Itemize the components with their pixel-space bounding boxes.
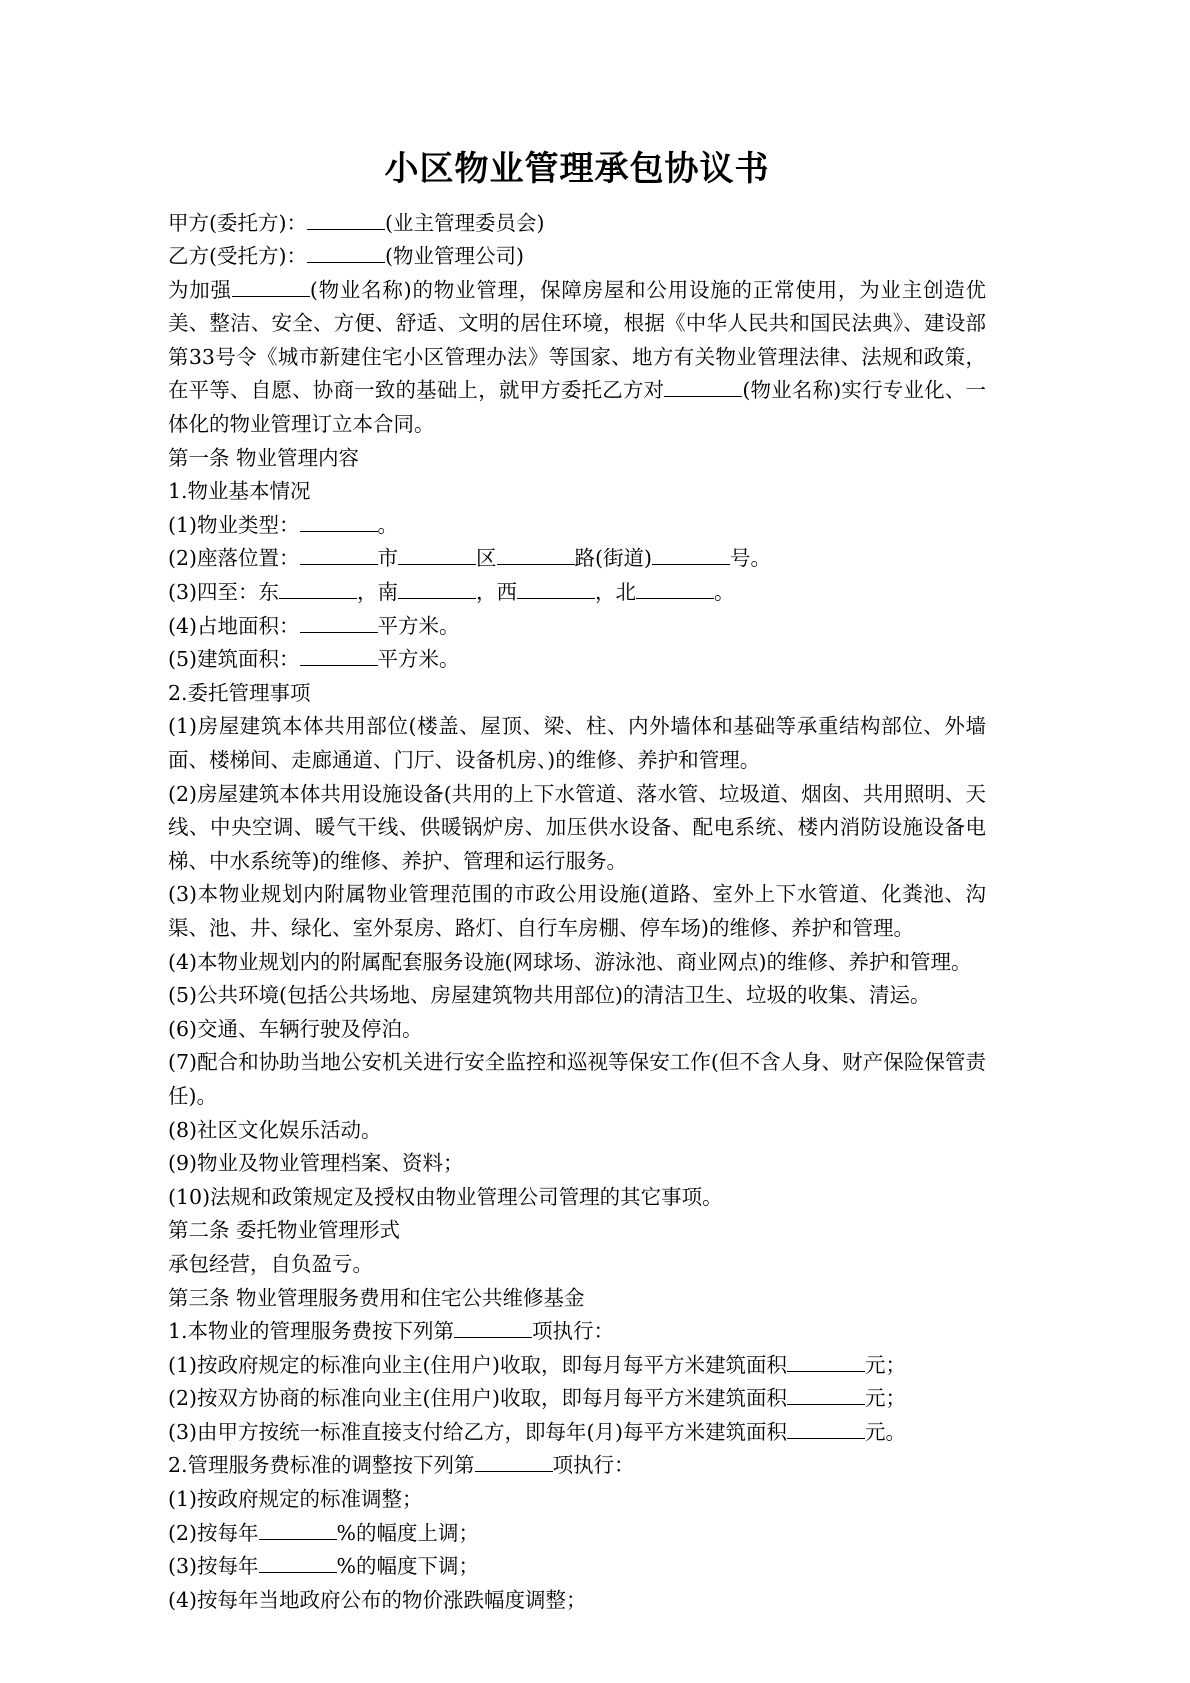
land-area-line (168, 610, 986, 644)
boundaries-label: (3)四至：东 (168, 580, 280, 605)
preamble-paragraph (168, 274, 986, 442)
adjust-option-line (168, 1517, 986, 1551)
fee-option-line (168, 1349, 986, 1383)
party-a-blank[interactable] (307, 208, 385, 230)
party-b-label: 乙方(受托方)： (168, 244, 307, 269)
adjust-selection-suffix: 项执行： (552, 1453, 635, 1478)
adjust-option-prefix: (3)按每年 (168, 1554, 259, 1579)
property-type-suffix: 。 (377, 512, 399, 537)
boundary-west-label: ，西 (476, 580, 518, 605)
entrusted-item: (10)法规和政策规定及授权由物业管理公司管理的其它事项。 (168, 1184, 723, 1209)
adjust-selection-line (168, 1449, 986, 1483)
location-city-unit: 市 (377, 546, 399, 571)
fee-selection-suffix: 项执行： (532, 1319, 615, 1344)
entrusted-item: (2)房屋建筑本体共用设施设备(共用的上下水管道、落水管、垃圾道、烟囱、共用照明、天线、中央空调、暖气干线、供暖锅炉房、加压供水设备、配电系统、楼内消防设施设备电梯、中水系统等)的维修、养护、管理和运行服务。 (168, 781, 986, 873)
party-b-line (168, 240, 986, 274)
boundary-north-label: ，北 (595, 580, 637, 605)
location-line (168, 542, 986, 576)
entrusted-item: (6)交通、车辆行驶及停泊。 (168, 1016, 423, 1041)
adjust-option-blank[interactable] (259, 1518, 337, 1540)
article-1-sub1-heading: 1.物业基本情况 (168, 479, 311, 504)
document-body (168, 0, 986, 1617)
fee-option-prefix: (2)按双方协商的标准向业主(住用户)收取，即每月每平方米建筑面积 (168, 1386, 788, 1411)
location-road-unit: 路(街道) (574, 546, 653, 571)
preamble-blank-1[interactable] (232, 275, 310, 297)
fee-option-line (168, 1416, 986, 1450)
building-area-blank[interactable] (300, 645, 378, 667)
boundary-west-blank[interactable] (517, 578, 595, 600)
adjust-option-line (168, 1550, 986, 1584)
entrusted-item: (1)房屋建筑本体共用部位(楼盖、屋顶、梁、柱、内外墙体和基础等承重结构部位、外墙面、楼梯间、走廊通道、门厅、设备机房、)的维修、养护和管理。 (168, 714, 986, 772)
boundary-north-blank[interactable] (636, 578, 714, 600)
boundaries-suffix: 。 (714, 580, 735, 605)
entrusted-item: (7)配合和协助当地公安机关进行安全监控和巡视等保安工作(但不含人身、财产保险保管责任)。 (168, 1050, 986, 1108)
land-area-unit: 平方米。 (377, 613, 460, 638)
adjust-option-line (168, 1584, 986, 1618)
fee-selection-prefix: 1.本物业的管理服务费按下列第 (168, 1319, 455, 1344)
location-road-blank[interactable] (497, 544, 575, 566)
boundaries-line (168, 576, 986, 610)
location-suffix: 号。 (730, 546, 772, 571)
fee-option-prefix: (3)由甲方按统一标准直接支付给乙方，即每年(月)每平方米建筑面积 (168, 1419, 788, 1444)
location-district-unit: 区 (476, 546, 497, 571)
building-area-unit: 平方米。 (377, 647, 460, 672)
boundary-south-blank[interactable] (398, 578, 476, 600)
adjust-option-prefix: (4)按每年当地政府公布的物价涨跌幅度调整； (168, 1587, 587, 1612)
adjust-option-suffix: %的幅度下调； (336, 1554, 480, 1579)
article-2-heading: 第二条 委托物业管理形式 (168, 1218, 401, 1243)
location-city-blank[interactable] (300, 544, 378, 566)
adjust-option-blank[interactable] (259, 1552, 337, 1574)
adjust-option-prefix: (1)按政府规定的标准调整； (168, 1487, 423, 1512)
location-district-blank[interactable] (398, 544, 476, 566)
fee-option-line (168, 1382, 986, 1416)
fee-option-suffix: 元； (865, 1352, 907, 1377)
party-a-suffix: (业主管理委员会) (385, 210, 545, 235)
entrusted-item: (9)物业及物业管理档案、资料； (168, 1151, 464, 1176)
preamble-blank-2[interactable] (664, 376, 742, 398)
location-label: (2)座落位置： (168, 546, 300, 571)
preamble-seg-3: (物业名称)实行专业化、一体化的物业管理订立本合同。 (168, 378, 987, 437)
party-b-blank[interactable] (307, 242, 385, 264)
boundary-east-blank[interactable] (279, 578, 357, 600)
adjust-option-suffix: %的幅度上调； (336, 1520, 480, 1545)
property-type-label: (1)物业类型： (168, 512, 300, 537)
article-2-body: 承包经营，自负盈亏。 (168, 1251, 373, 1276)
page-title: 小区物业管理承包协议书 (384, 149, 770, 189)
fee-selection-line (168, 1315, 986, 1349)
property-type-line (168, 509, 986, 543)
entrusted-item: (8)社区文化娱乐活动。 (168, 1117, 382, 1142)
entrusted-item: (5)公共环境(包括公共场地、房屋建筑物共用部位)的清洁卫生、垃圾的收集、清运。 (168, 983, 931, 1008)
building-area-line (168, 643, 986, 677)
fee-option-blank[interactable] (787, 1384, 865, 1406)
adjust-selection-prefix: 2.管理服务费标准的调整按下列第 (168, 1453, 475, 1478)
adjust-selection-blank[interactable] (475, 1451, 553, 1473)
fee-selection-blank[interactable] (454, 1317, 532, 1339)
property-type-blank[interactable] (300, 510, 378, 532)
land-area-label: (4)占地面积： (168, 613, 300, 638)
preamble-seg-2: (物业名称)的物业管理，保障房屋和公用设施的正常使用，为业主创造优美、整洁、安全、方便、舒适、文明的居住环境，根据《中华人民共和国民法典》、建设部第33号令《城市新建住宅小区管理办法》等国家、地方有关物业管理法律、法规和政策，在平等、自愿、协商一致的基础上，就甲方委托乙方对 (168, 277, 987, 403)
adjust-option-line (168, 1483, 986, 1517)
article-1-heading: 第一条 物业管理内容 (168, 445, 360, 470)
boundary-south-label: ，南 (357, 580, 399, 605)
fee-option-blank[interactable] (787, 1417, 865, 1439)
preamble-seg-1: 为加强 (168, 277, 232, 302)
entrusted-item: (4)本物业规划内的附属配套服务设施(网球场、游泳池、商业网点)的维修、养护和管理。 (168, 949, 972, 974)
land-area-blank[interactable] (300, 611, 378, 633)
article-3-heading: 第三条 物业管理服务费用和住宅公共维修基金 (168, 1285, 585, 1310)
location-number-blank[interactable] (652, 544, 730, 566)
entrusted-item: (3)本物业规划内附属物业管理范围的市政公用设施(道路、室外上下水管道、化粪池、沟渠、池、井、绿化、室外泵房、路灯、自行车房棚、停车场)的维修、养护和管理。 (168, 882, 986, 940)
contract-text (168, 207, 986, 1618)
fee-option-prefix: (1)按政府规定的标准向业主(住用户)收取，即每月每平方米建筑面积 (168, 1352, 788, 1377)
building-area-label: (5)建筑面积： (168, 647, 300, 672)
adjust-option-prefix: (2)按每年 (168, 1520, 259, 1545)
fee-option-suffix: 元。 (865, 1419, 907, 1444)
party-b-suffix: (物业管理公司) (385, 244, 524, 269)
article-1-sub2-heading: 2.委托管理事项 (168, 680, 311, 705)
fee-option-blank[interactable] (787, 1350, 865, 1372)
party-a-label: 甲方(委托方)： (168, 210, 307, 235)
party-a-line (168, 207, 986, 241)
fee-option-suffix: 元； (865, 1386, 907, 1411)
